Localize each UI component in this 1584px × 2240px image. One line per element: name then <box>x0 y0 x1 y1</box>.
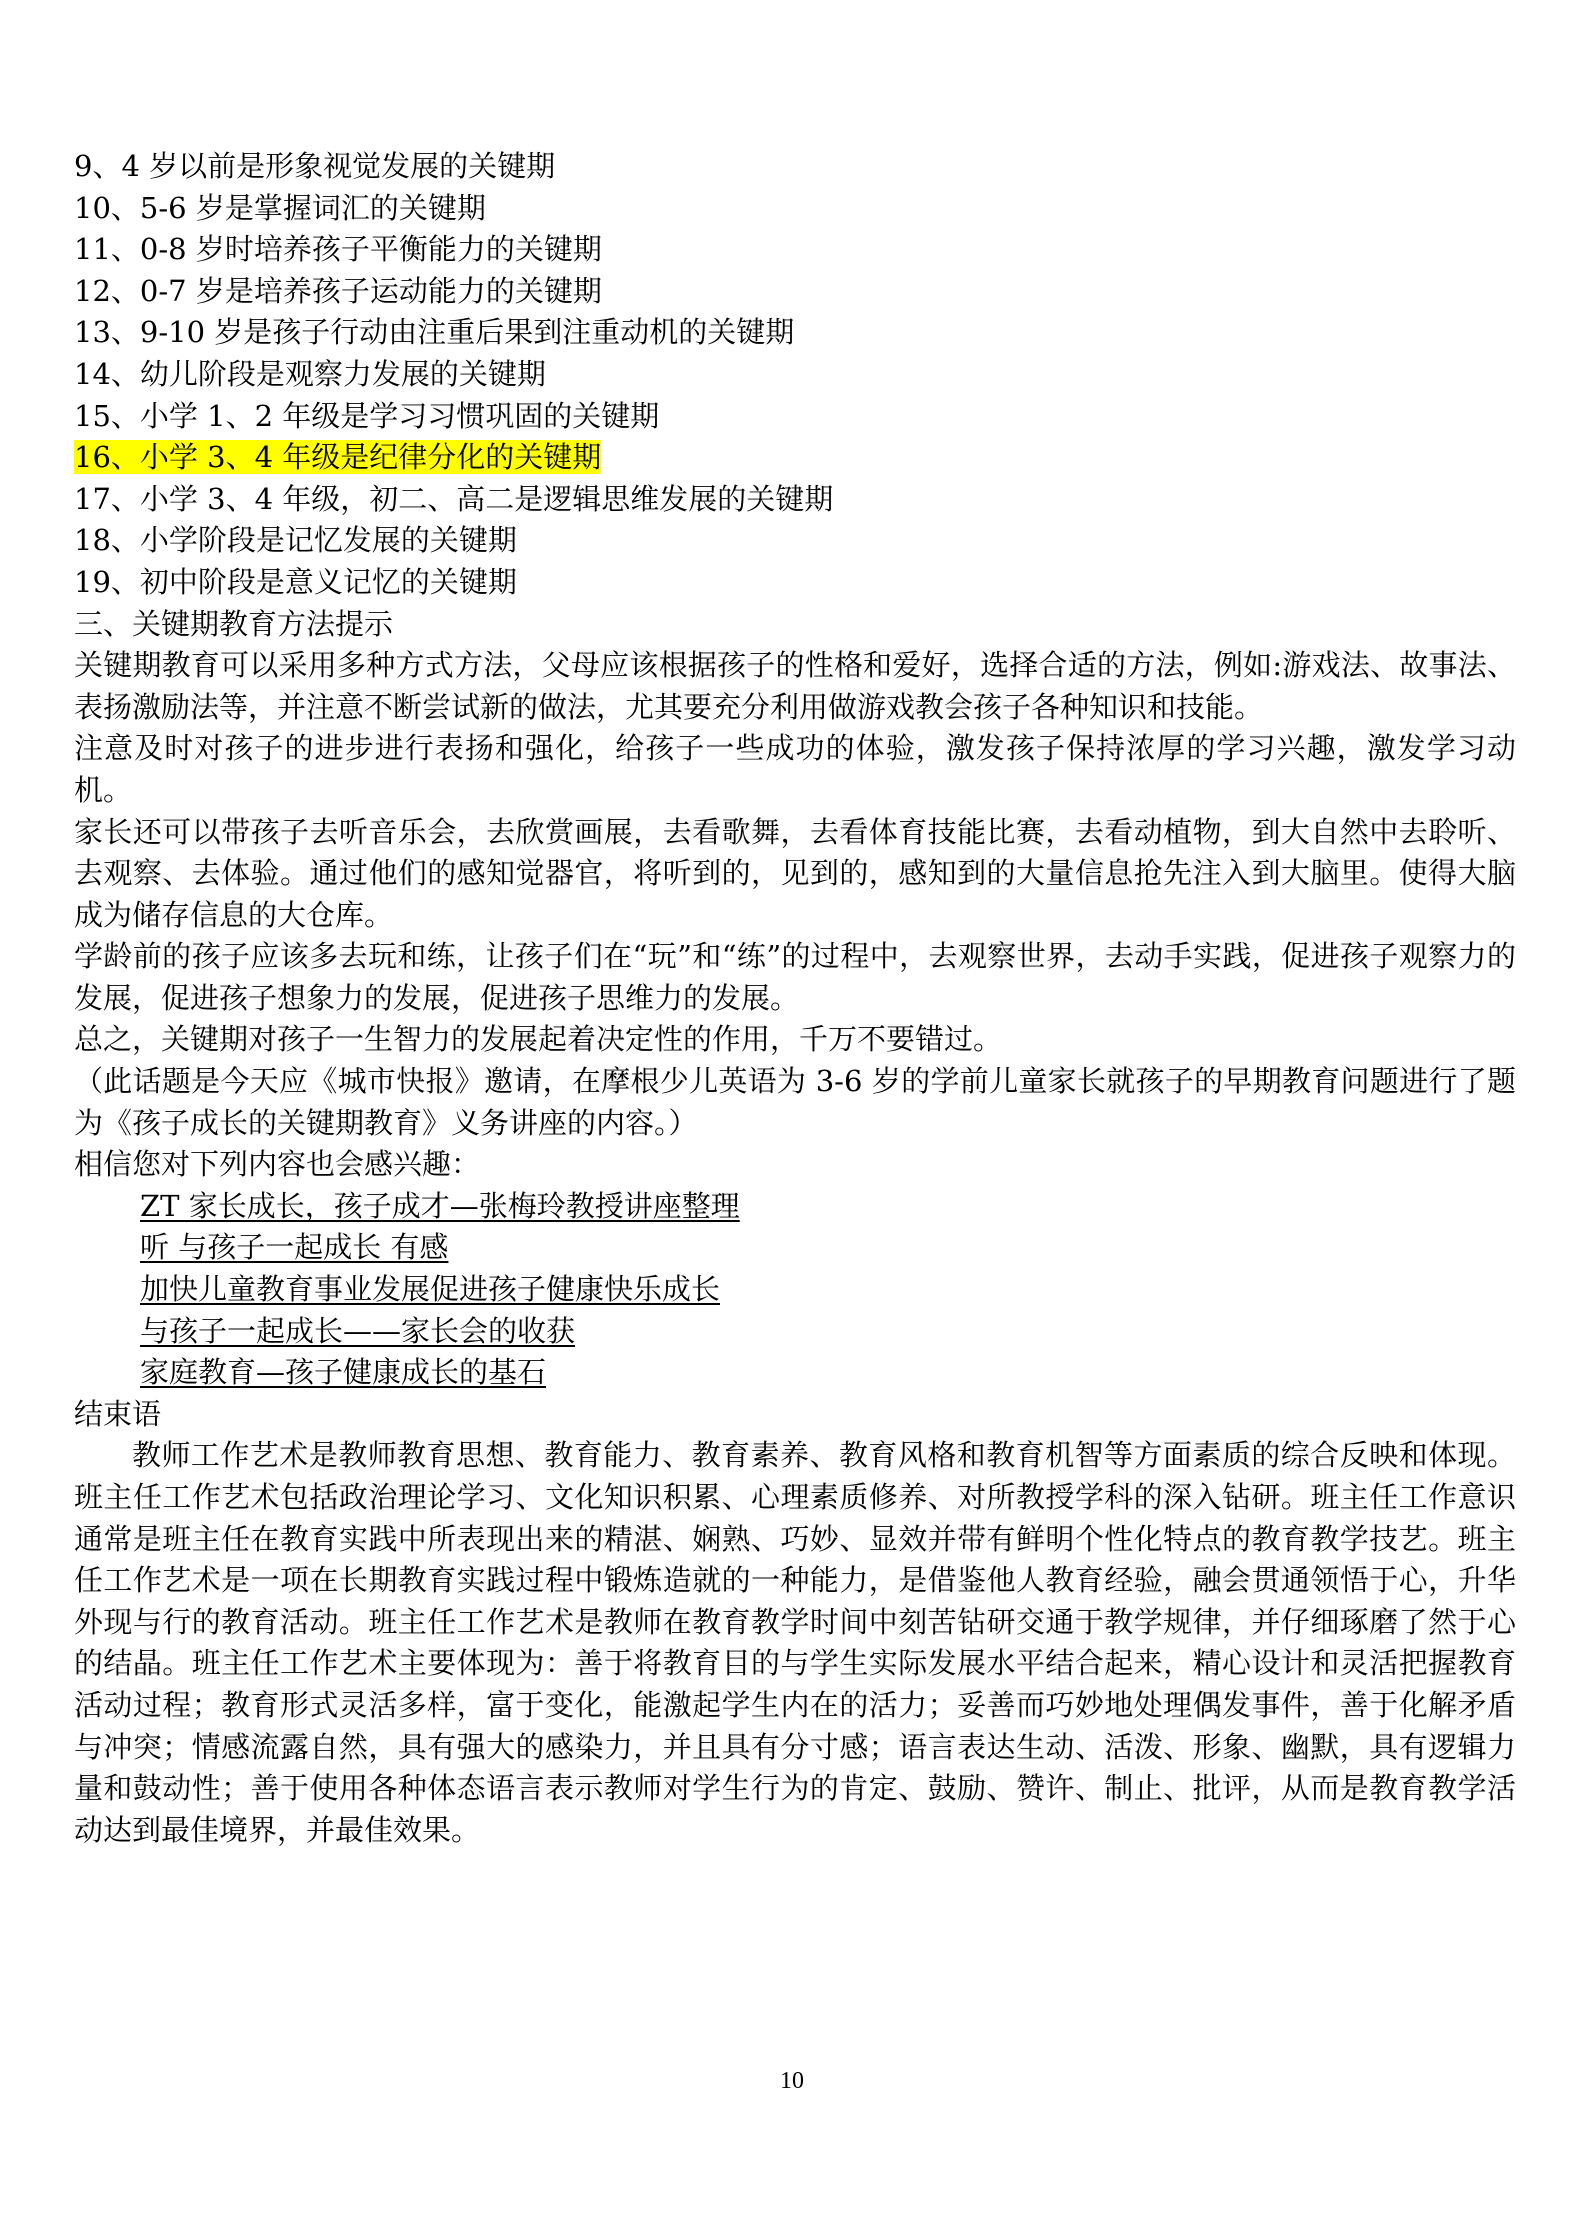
list-item: 14、幼儿阶段是观察力发展的关键期 <box>74 356 546 391</box>
key-period-list <box>74 146 1516 604</box>
list-item: 15、小学 1、2 年级是学习习惯巩固的关键期 <box>74 398 660 433</box>
list-item <box>74 1311 1516 1353</box>
list-item <box>74 1186 1516 1228</box>
related-link[interactable]: 与孩子一起成长——家长会的收获 <box>140 1313 576 1348</box>
related-link[interactable]: 家庭教育—孩子健康成长的基石 <box>140 1355 547 1390</box>
page-number: 10 <box>780 2068 804 2094</box>
body-paragraph: 学龄前的孩子应该多去玩和练，让孩子们在“玩”和“练”的过程中，去观察世界，去动手实践，促进孩子观察力的发展，促进孩子想象力的发展，促进孩子思维力的发展。 <box>74 939 1516 1015</box>
body-paragraph: 总之，关键期对孩子一生智力的发展起着决定性的作用，千万不要错过。 <box>74 1022 1003 1057</box>
list-item: 17、小学 3、4 年级，初二、高二是逻辑思维发展的关键期 <box>74 481 834 516</box>
document-page <box>74 146 1516 1851</box>
related-link[interactable]: ZT 家长成长，孩子成才—张梅玲教授讲座整理 <box>140 1188 740 1223</box>
highlighted-text: 16、小学 3、4 年级是纪律分化的关键期 <box>74 440 602 475</box>
list-item: 9、4 岁以前是形象视觉发展的关键期 <box>74 149 556 183</box>
list-item <box>74 1352 1516 1394</box>
body-paragraph: 注意及时对孩子的进步进行表扬和强化，给孩子一些成功的体验，激发孩子保持浓厚的学习兴趣，激发学习动机。 <box>74 731 1516 807</box>
list-item: 19、初中阶段是意义记忆的关键期 <box>74 564 517 599</box>
related-link[interactable]: 加快儿童教育事业发展促进孩子健康快乐成长 <box>140 1272 721 1307</box>
related-links-list <box>74 1186 1516 1394</box>
body-paragraph-note: （此话题是今天应《城市快报》邀请，在摩根少儿英语为 3-6 岁的学前儿童家长就孩子的早期教育问题进行了题为《孩子成长的关键期教育》义务讲座的内容。） <box>74 1064 1516 1140</box>
list-item: 12、0-7 岁是培养孩子运动能力的关键期 <box>74 273 602 308</box>
section-heading: 三、关键期教育方法提示 <box>74 606 394 641</box>
conclusion-paragraph: 教师工作艺术是教师教育思想、教育能力、教育素养、教育风格和教育机智等方面素质的综合反映和体现。班主任工作艺术包括政治理论学习、文化知识积累、心理素质修养、对所教授学科的深入钻研。班主任工作意识通常是班主任在教育实践中所表现出来的精湛、娴熟、巧妙、显效并带有鲜明个性化特点的教育教学技艺。班主任工作艺术是一项在长期教育实践过程中锻炼造就的一种能力，是借鉴他人教育经验，融会贯通领悟于心，升华外现与行的教育活动。班主任工作艺术是教师在教育教学时间中刻苦钻研交通于教学规律，并仔细琢磨了然于心的结晶。班主任工作艺术主要体现为：善于将教育目的与学生实际发展水平结合起来，精心设计和灵活把握教育活动过程；教育形式灵活多样，富于变化，能激起学生内在的活力；妥善而巧妙地处理偶发事件，善于化解矛盾与冲突；情感流露自然，具有强大的感染力，并且具有分寸感；语言表达生动、活泼、形象、幽默，具有逻辑力量和鼓动性；善于使用各种体态语言表示教师对学生行为的肯定、鼓励、赞许、制止、批评，从而是教育教学活动达到最佳境界，并最佳效果。 <box>74 1438 1516 1847</box>
list-item: 18、小学阶段是记忆发展的关键期 <box>74 523 517 558</box>
body-paragraph: 关键期教育可以采用多种方式方法，父母应该根据孩子的性格和爱好，选择合适的方法，例如:游戏法、故事法、表扬激励法等，并注意不断尝试新的做法，尤其要充分利用做游戏教会孩子各种知识和技能。 <box>74 648 1516 724</box>
list-item <box>74 1227 1516 1269</box>
list-item-highlighted <box>74 437 1516 479</box>
body-paragraph: 家长还可以带孩子去听音乐会，去欣赏画展，去看歌舞，去看体育技能比赛，去看动植物，到大自然中去聆听、去观察、去体验。通过他们的感知觉器官，将听到的，见到的，感知到的大量信息抢先注入到大脑里。使得大脑成为储存信息的大仓库。 <box>74 814 1516 932</box>
list-item: 11、0-8 岁时培养孩子平衡能力的关键期 <box>74 232 602 267</box>
list-item: 13、9-10 岁是孩子行动由注重后果到注重动机的关键期 <box>74 315 795 350</box>
related-link[interactable]: 听 与孩子一起成长 有感 <box>140 1230 449 1265</box>
conclusion-heading: 结束语 <box>74 1396 162 1431</box>
list-item: 10、5-6 岁是掌握词汇的关键期 <box>74 190 486 225</box>
related-intro: 相信您对下列内容也会感兴趣： <box>74 1147 481 1182</box>
list-item <box>74 1269 1516 1311</box>
